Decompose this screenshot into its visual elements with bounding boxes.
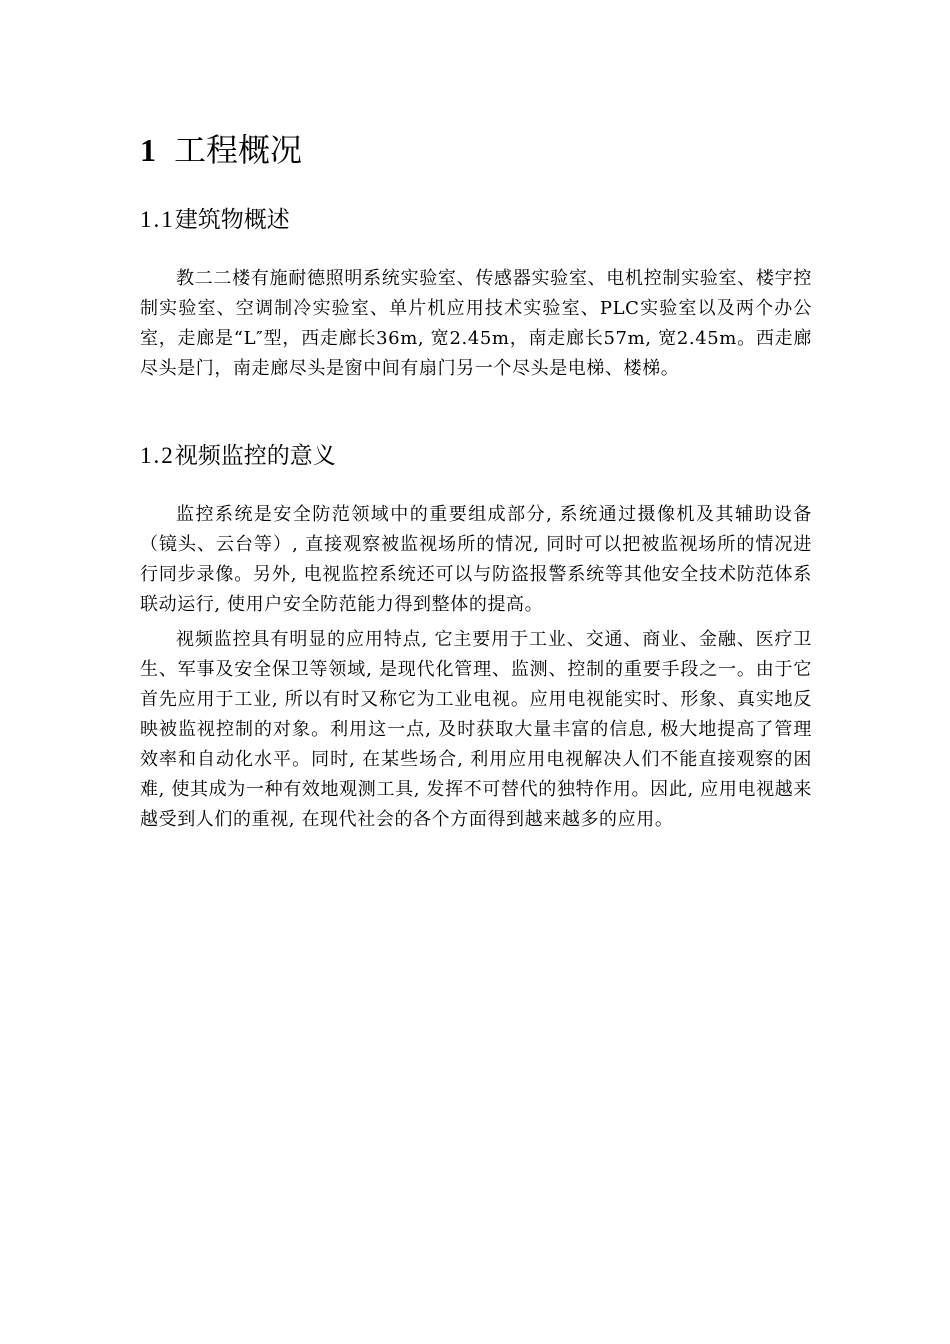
- paragraph-surveillance-system: 监控系统是安全防范领域中的重要组成部分, 系统通过摄像机及其辅助设备（镜头、云台等）, 直接观察被监视场所的情况, 同时可以把被监视场所的情况进行同步录像。另外, 电视监控系统还可以与防盗报警系统等其他安全技术防范体系联动运行, 使用户安全防范能力得到整体的提高。: [140, 504, 812, 615]
- paragraph-building-description: 教二二楼有施耐德照明系统实验室、传感器实验室、电机控制实验室、楼宇控制实验室、空调制冷实验室、单片机应用技术实验室、PLC实验室以及两个办公室，走廊是“L″型，西走廊长36m, 宽2.45m，南走廊长57m, 宽2.45m。西走廊尽头是门，南走廊尽头是窗中间有扇门另一个尽头是电梯、楼梯。: [140, 268, 812, 379]
- paragraph-surveillance-applications: 视频监控具有明显的应用特点, 它主要用于工业、交通、商业、金融、医疗卫生、军事及安全保卫等领域, 是现代化管理、监测、控制的重要手段之一。由于它首先应用于工业, 所以有时又称它为工业电视。应用电视能实时、形象、真实地反映被监视控制的对象。利用这一点, 及时获取大量丰富的信息, 极大地提高了管理效率和自动化水平。同时, 在某些场合, 利用应用电视解决人们不能直接观察的困难, 使其成为一种有效地观测工具, 发挥不可替代的独特作用。因此, 应用电视越来越受到人们的重视, 在现代社会的各个方面得到越来越多的应用。: [140, 629, 812, 830]
- section-number: 1.1: [140, 207, 175, 232]
- section-heading-video-surveillance-significance: [140, 438, 812, 474]
- section-number: 1.2: [140, 443, 175, 468]
- chapter-title: 工程概况: [174, 131, 303, 169]
- section-title: 视频监控的意义: [174, 443, 336, 469]
- section-title: 建筑物概述: [174, 207, 290, 233]
- section-heading-building-overview: [140, 202, 812, 238]
- chapter-heading: [140, 126, 812, 174]
- document-body: [140, 126, 812, 835]
- chapter-number: 1: [140, 132, 156, 168]
